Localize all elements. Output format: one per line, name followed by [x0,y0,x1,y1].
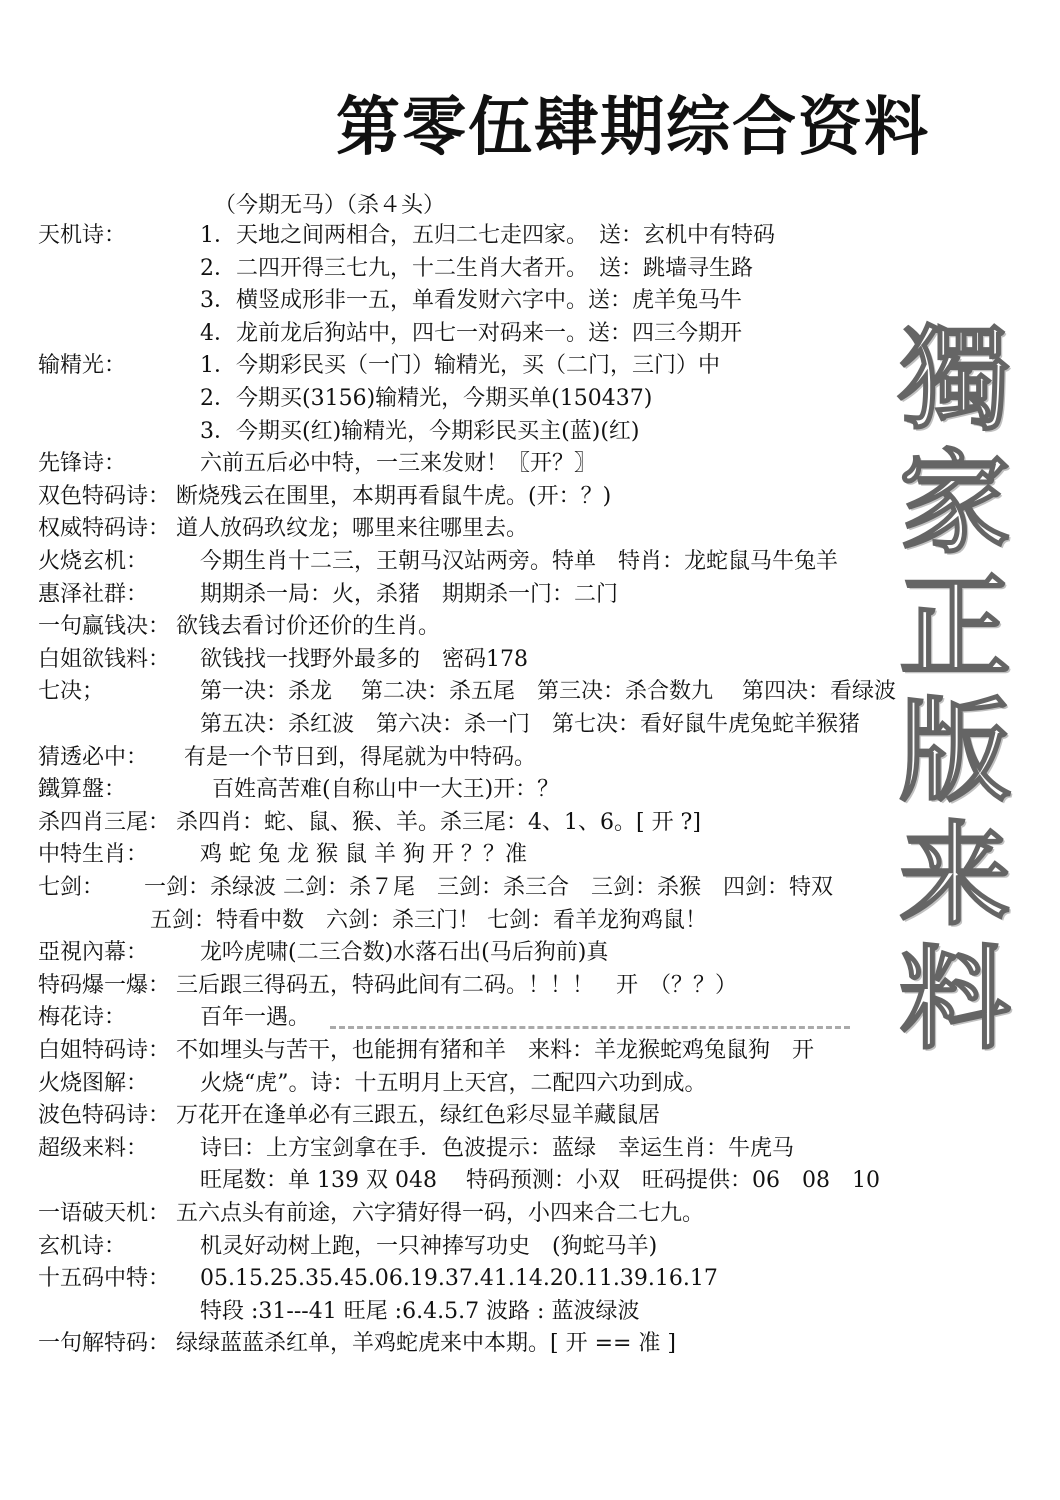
row-content: 期期杀一局：火，杀猪 期期杀一门：二门 [200,581,619,607]
row-label: 输精光： [38,353,127,379]
row-content: 05.15.25.35.45.06.19.37.41.14.20.11.39.16.17 [200,1266,718,1292]
content-row [0,1100,1060,1132]
row-content: 不如埋头与苦干，也能拥有猪和羊 来料：羊龙猴蛇鸡兔鼠狗 开 [176,1038,815,1063]
row-content: 今期生肖十二三，王朝马汉站两旁。特单 特肖：龙蛇鼠马牛兔羊 [200,549,839,574]
row-label: 白姐欲钱料： [38,646,171,672]
row-content: 万花开在逢单必有三跟五，绿红色彩尽显羊藏鼠居 [176,1103,661,1129]
row-label: 波色特码诗： [38,1103,171,1129]
row-content: 断烧残云在围里，本期再看鼠牛虎。(开：？) [176,483,612,509]
row-label: 玄机诗： [38,1233,127,1259]
row-label: 鐵算盤： [38,777,127,803]
content-row [0,1231,1060,1263]
row-label: 白姐特码诗： [38,1038,171,1063]
subtitle: （今期无马）（杀４头） [214,193,446,218]
content-row [0,1328,1060,1360]
content-row [0,1296,1060,1328]
row-content: 4．龙前龙后狗站中，四七一对码来一。送：四三今期开 [200,320,742,346]
row-content: 绿绿蓝蓝杀红单，羊鸡蛇虎来中本期。[ 开 == 准 ] [176,1331,677,1357]
row-content: 百姓高苦难(自称山中一大王)开：？ [212,777,560,803]
row-content: 1．今期彩民买（一门）输精光，买（二门，三门）中 [200,353,720,379]
content-row [0,253,1060,285]
row-content: 机灵好动树上跑，一只神捧写功史 (狗蛇马羊) [200,1233,658,1259]
row-label: 双色特码诗： [38,483,171,509]
content-row [0,1068,1060,1100]
page-title: 第零伍肆期综合资料 [336,91,930,165]
content-row [0,1165,1060,1197]
row-content: 五六点头有前途，六字猜好得一码，小四来合二七九。 [176,1201,705,1226]
row-content: 1．天地之间两相合，五归二七走四家。 送：玄机中有特码 [200,223,775,248]
watermark-char: 版 [899,686,1011,817]
watermark-char: 正 [899,562,1011,693]
row-label: 超级来料： [38,1135,149,1161]
watermark-char: 獨 [899,314,1011,445]
row-content: 龙吟虎啸(二三合数)水落石出(马后狗前)真 [200,940,609,966]
row-content: 杀四肖：蛇、鼠、猴、羊。杀三尾：4、1、6。[ 开 ?] [176,809,701,835]
row-content: 有是一个节日到，得尾就为中特码。 [184,744,537,770]
row-content: 百年一遇。 [200,1005,311,1031]
row-label: 火烧图解： [38,1070,149,1096]
row-content: 欲钱去看讨价还价的生肖。 [176,614,441,640]
row-content: 特段 :31---41 旺尾 :6.4.5.7 波路 : 蓝波绿波 [200,1298,640,1324]
row-content: 3．横竖成形非一五，单看发财六字中。送：虎羊兔马牛 [200,288,742,314]
row-label: 权威特码诗： [38,516,171,542]
watermark-char: 料 [899,934,1011,1065]
content-row [0,220,1060,252]
watermark-char: 来 [899,810,1011,941]
row-content: 三后跟三得码五，特码此间有二码。！！！ 开 （？？） [176,972,738,998]
row-label: 火烧玄机： [38,549,149,574]
row-label: 梅花诗： [38,1005,127,1031]
row-content: 欲钱找一找野外最多的 密码178 [200,646,528,672]
row-content: 五剑：特看中数 六剑：杀三门！ 七剑：看羊龙狗鸡鼠！ [150,907,707,933]
row-label: 中特生肖： [38,842,149,868]
row-label: 一句赢钱决： [38,614,171,640]
row-content: 第五决：杀红波 第六决：杀一门 第七决：看好鼠牛虎兔蛇羊猴猪 [200,712,861,737]
row-content: 鸡 蛇 兔 龙 猴 鼠 羊 狗 开 ？？准 [200,842,527,868]
row-content: 道人放码玖纹龙；哪里来往哪里去。 [176,516,529,542]
row-content: 一剑：杀绿波 二剑：杀７尾 三剑：杀三合 三剑：杀猴 四剑：特双 [144,875,833,900]
content-row [0,285,1060,317]
row-label: 亞視內幕： [38,940,149,966]
row-label: 一语破天机： [38,1201,171,1226]
row-label: 特码爆一爆： [38,972,171,998]
row-content: 火烧“虎”。诗：十五明月上天宫，二配四六功到成。 [200,1070,707,1096]
row-label: 杀四肖三尾： [38,809,171,835]
row-content: 2．今期买(3156)输精光，今期买单(150437) [200,386,653,411]
row-label: 一句解特码： [38,1331,171,1357]
row-label: 天机诗： [38,223,127,248]
content-row [0,1198,1060,1230]
watermark-char: 家 [899,438,1011,569]
content-row [0,1263,1060,1295]
row-content: 旺尾数：单 139 双 048 特码预测：小双 旺码提供：06 08 10 [200,1168,880,1194]
content-row [0,1133,1060,1165]
row-label: 猜透必中： [38,744,149,770]
row-label: 先锋诗： [38,451,127,477]
row-label: 十五码中特： [38,1266,171,1292]
row-content: 诗曰：上方宝剑拿在手．色波提示：蓝绿 幸运生肖：牛虎马 [200,1135,795,1161]
row-content: 2．二四开得三七九，十二生肖大者开。 送：跳墙寻生路 [200,255,753,281]
row-content: 3．今期买(红)输精光，今期彩民买主(蓝)(红) [200,418,640,444]
row-content: 六前五后必中特，一三来发财！〖开？〗 [200,451,597,477]
row-label: 七剑： [38,875,105,900]
faint-divider [330,1026,850,1033]
row-label: 惠泽社群： [38,581,149,607]
row-content: 第一决：杀龙 第二决：杀五尾 第三决：杀合数九 第四决：看绿波 [200,679,896,705]
watermark [880,314,1030,1065]
row-label: 七决； [38,679,105,705]
